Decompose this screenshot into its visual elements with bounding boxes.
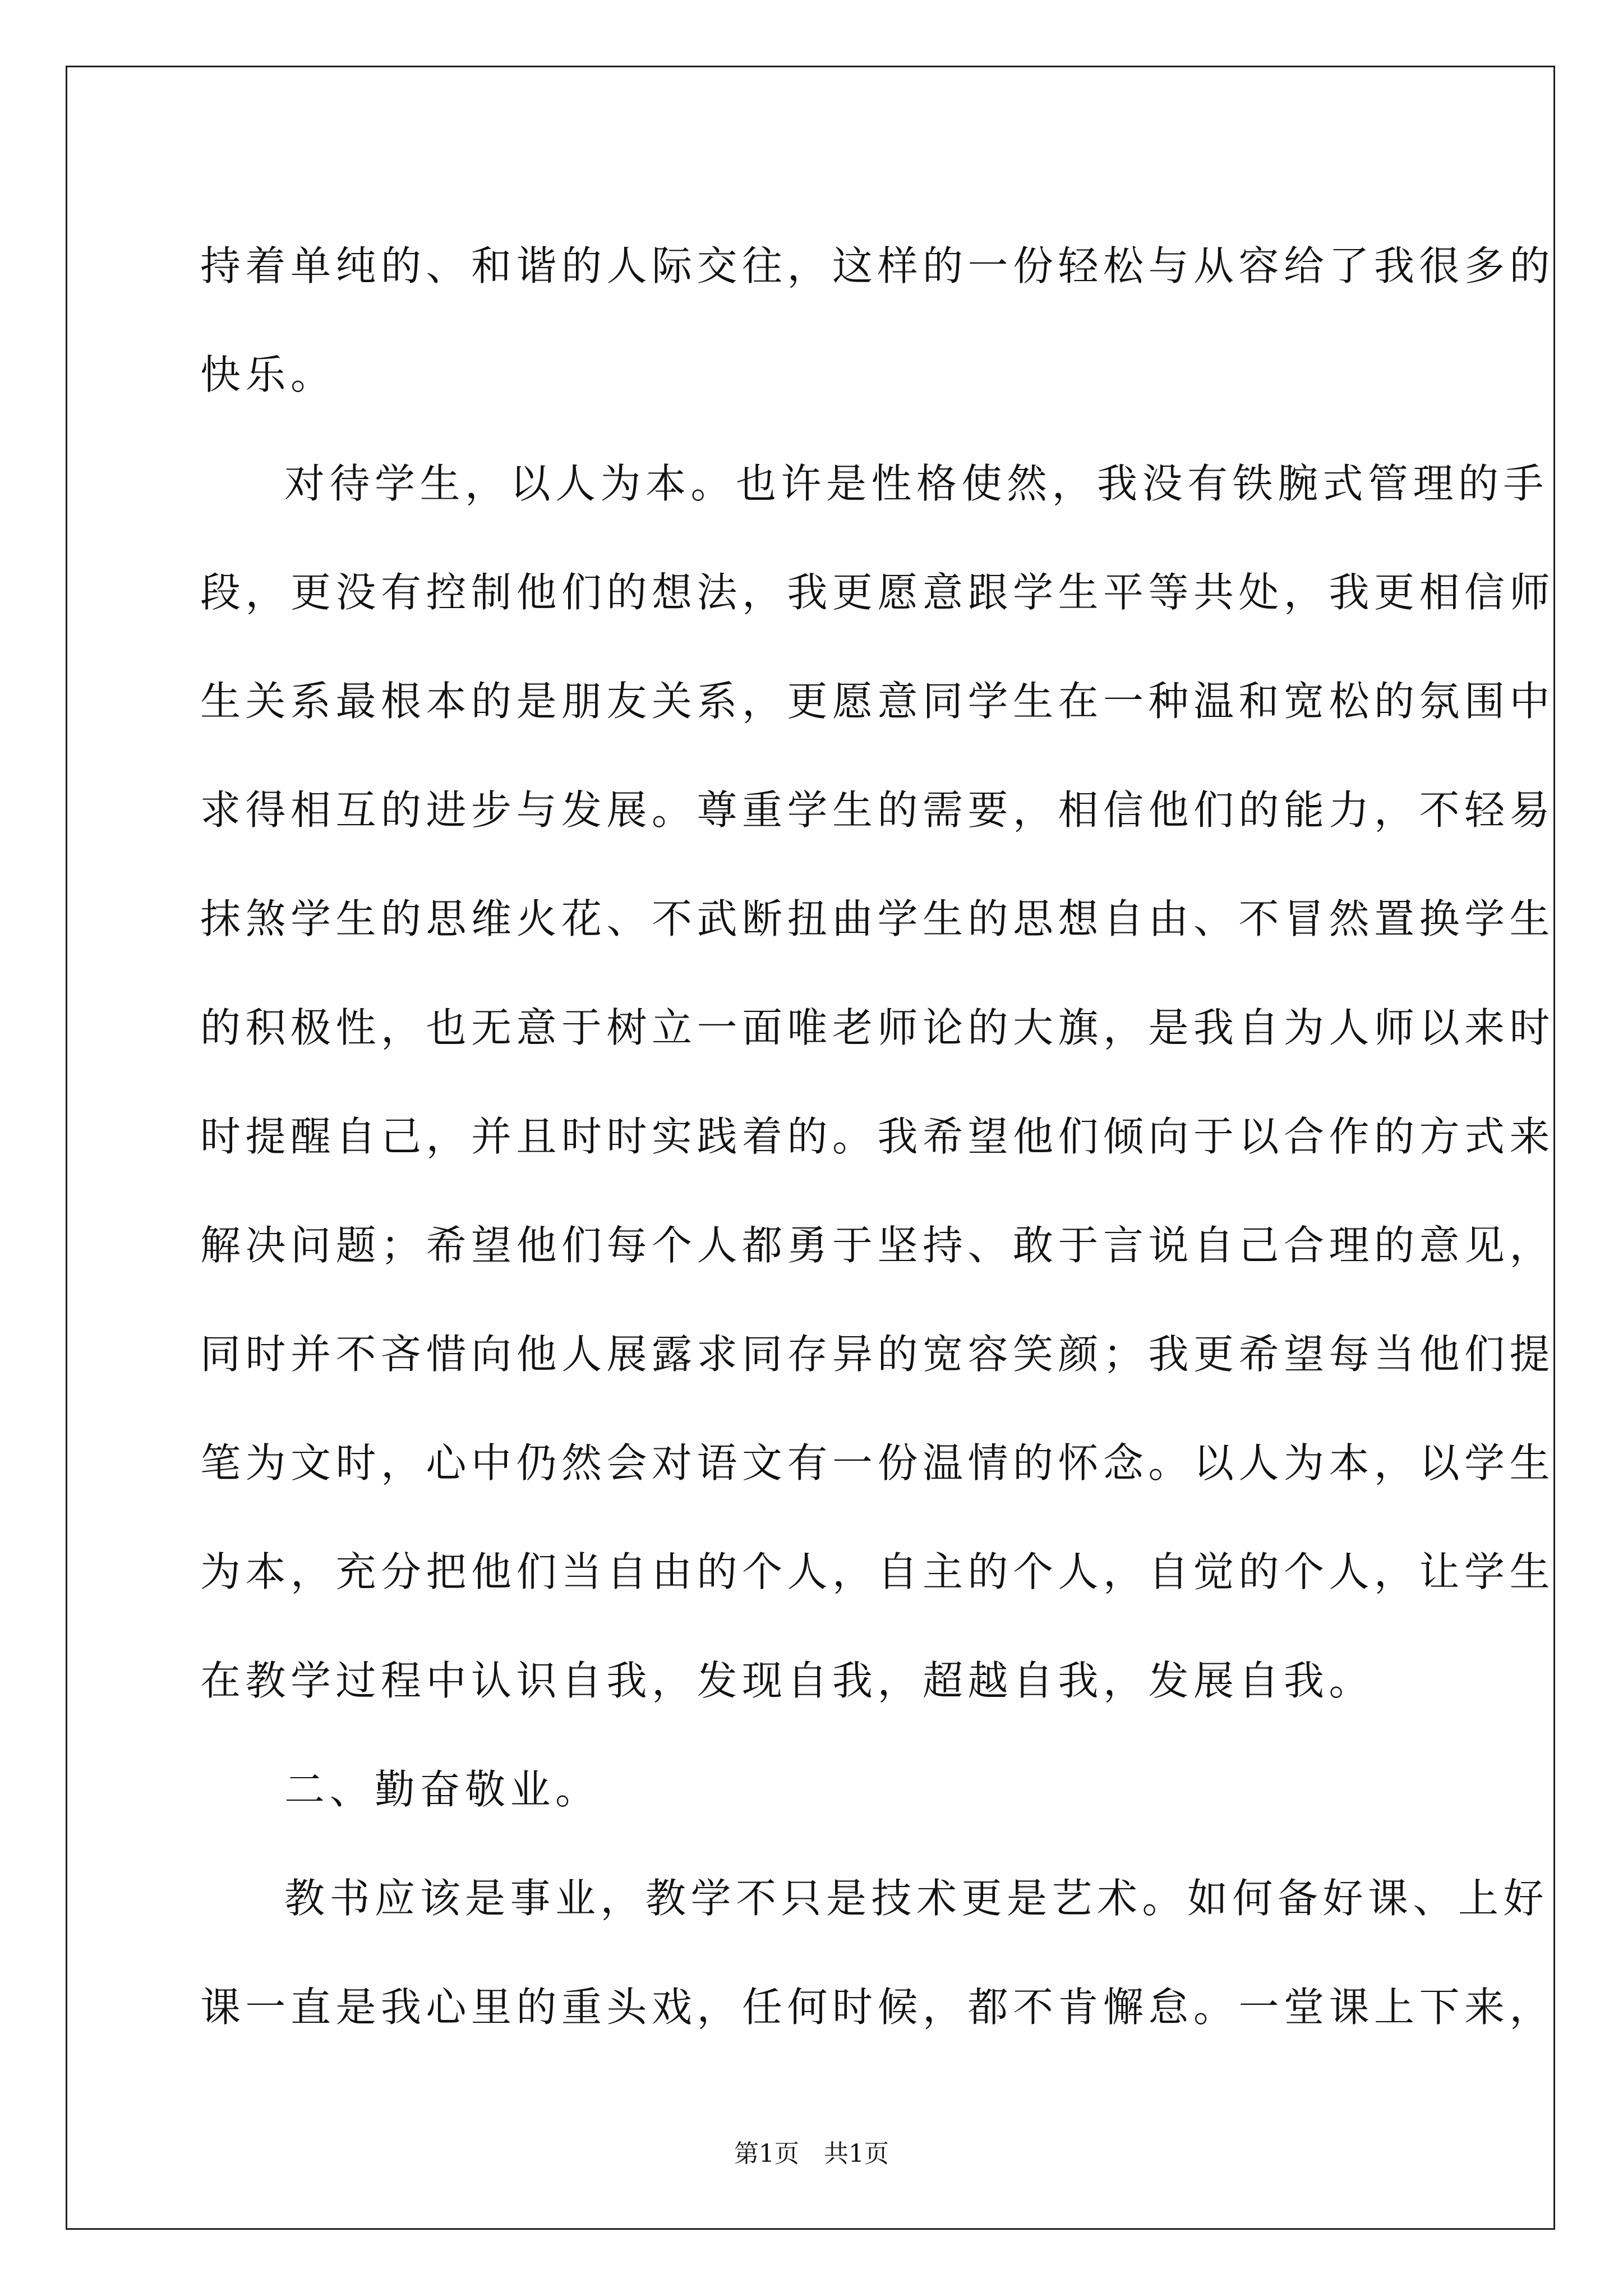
text-line: 二、勤奋敬业。 <box>284 1766 601 1813</box>
text-line: 为本，充分把他们当自由的个人，自主的个人，自觉的个人，让学生 <box>200 1548 1555 1595</box>
page-footer: 第1页 共1页 <box>734 2139 889 2168</box>
text-line: 持着单纯的、和谐的人际交往，这样的一份轻松与从容给了我很多的 <box>200 242 1555 289</box>
text-line: 求得相互的进步与发展。尊重学生的需要，相信他们的能力，不轻易 <box>200 786 1555 834</box>
text-line: 段，更没有控制他们的想法，我更愿意跟学生平等共处，我更相信师 <box>200 569 1555 616</box>
text-line: 快乐。 <box>200 351 336 398</box>
text-line: 教书应该是事业，教学不只是技术更是艺术。如何备好课、上好 <box>284 1875 1549 1922</box>
text-line: 的积极性，也无意于树立一面唯老师论的大旗，是我自为人师以来时 <box>200 1004 1555 1051</box>
text-line: 课一直是我心里的重头戏，任何时候，都不肯懈怠。一堂课上下来， <box>200 1984 1555 2031</box>
text-line: 在教学过程中认识自我，发现自我，超越自我，发展自我。 <box>200 1657 1375 1704</box>
text-line: 笔为文时，心中仍然会对语文有一份温情的怀念。以人为本，以学生 <box>200 1439 1555 1487</box>
text-line: 生关系最根本的是朋友关系，更愿意同学生在一种温和宽松的氛围中 <box>200 678 1555 725</box>
text-line: 解决问题；希望他们每个人都勇于坚持、敢于言说自己合理的意见， <box>200 1222 1555 1269</box>
text-line: 对待学生，以人为本。也许是性格使然，我没有铁腕式管理的手 <box>284 460 1549 507</box>
document-body <box>200 211 1555 2062</box>
text-line: 抹煞学生的思维火花、不武断扭曲学生的思想自由、不冒然置换学生 <box>200 895 1555 942</box>
text-line: 时提醒自己，并且时时实践着的。我希望他们倾向于以合作的方式来 <box>200 1113 1555 1160</box>
text-line: 同时并不吝惜向他人展露求同存异的宽容笑颜；我更希望每当他们提 <box>200 1331 1555 1378</box>
